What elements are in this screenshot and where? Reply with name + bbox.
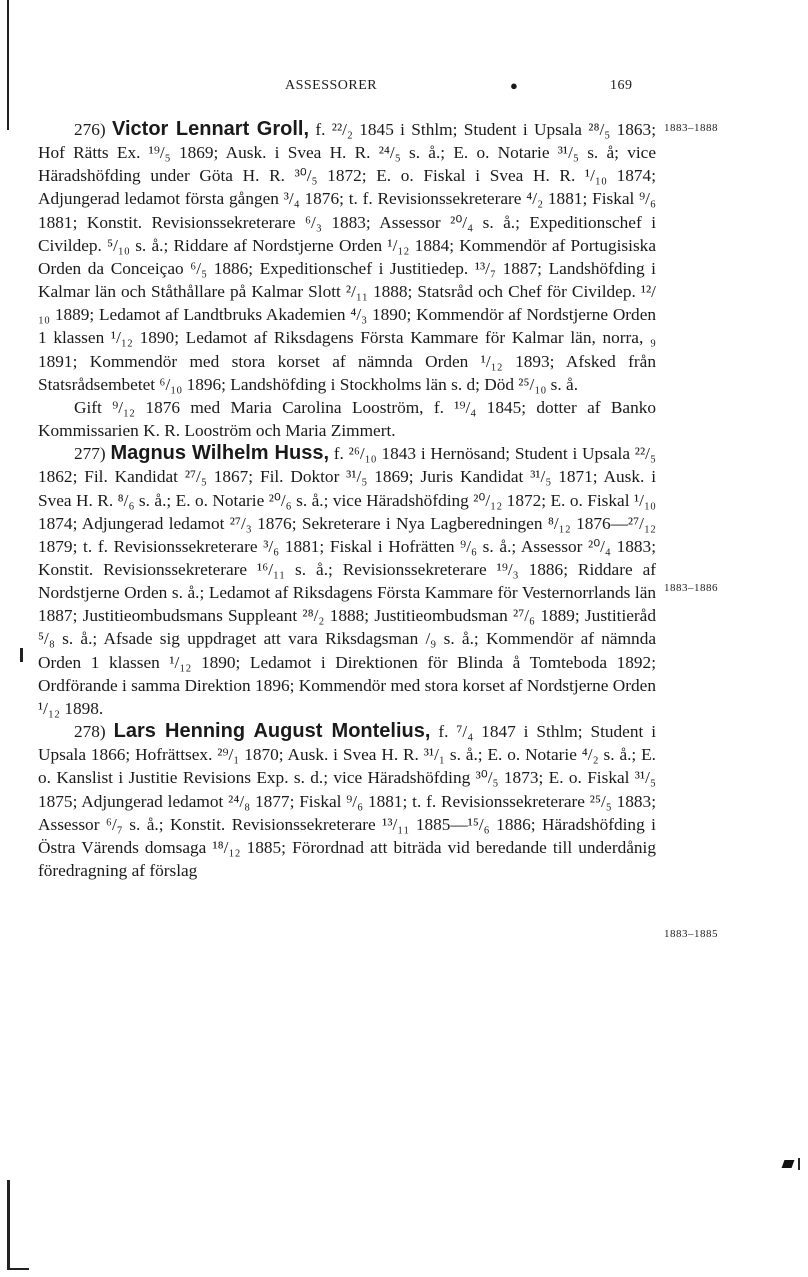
main-text bbox=[38, 118, 656, 882]
entry-body: f. ²²/₂ 1845 i Sthlm; Student i Upsala ²⁸/₅ 1863; Hof Rätts Ex. ¹⁹/₅ 1869; Ausk. i Svea H. R. ²⁴/₅ s. å.; E. o. Notarie ³¹/₅ s. å; vice Häradshöfding under Göta H. R. ³⁰/₅ 1872; E. o. Fiskal i Svea H. R. ¹/₁₀ 1874; Adjungerad ledamot första gången ³/₄ 1876; t. f. Revisionssekreterare ⁴/₂ 1881; Fiskal ⁹/₆ 1881; Konstit. Revisionssekreterare ⁶/₃ 1883; Assessor ²⁰/₄ s. å.; Expeditionschef i Civildep. ⁵/₁₀ s. å.; Riddare af Nordstjerne Orden ¹/₁₂ 1884; Kommendör af Portugisiska Orden da Conceiçao ⁶/₅ 1886; Expeditionschef i Justitiedep. ¹³/₇ 1887; Landshöfding i Kalmar län och Ståthållare på Kalmar Slott ²/₁₁ 1888; Statsråd och Chef för Civildep. ¹²/₁₀ 1889; Ledamot af Landtbruks Akademien ⁴/₃ 1890; Kommendör af Nordstjerne Orden 1 klassen ¹/₁₂ 1890; Ledamot af Riksdagens Första Kammare för Kalmar län, norra, ₉ 1891; Kommendör med stora korset af nämnda Orden ¹/₁₂ 1893; Afsked från Statsrådsembetet ⁶/₁₀ 1896; Landshöfding i Stockholms län s. d; Död ²⁵/₁₀ s. å. bbox=[38, 120, 656, 394]
print-speck bbox=[20, 648, 23, 662]
entry-number: 277) bbox=[74, 444, 106, 464]
page-edge-line bbox=[7, 0, 9, 130]
header-title: ASSESSORER bbox=[285, 78, 378, 93]
margin-note: 1883–1886 bbox=[664, 582, 718, 594]
print-mark bbox=[798, 1158, 800, 1170]
page-number: 169 bbox=[610, 78, 633, 93]
page-edge-line bbox=[7, 1268, 29, 1270]
entry-marriage: Gift ⁹/₁₂ 1876 med Maria Carolina Looström, f. ¹⁹/₄ 1845; dotter af Banko Kommissarien K. R. Looström och Maria Zimmert. bbox=[38, 397, 656, 441]
entry-body: f. ⁷/₄ 1847 i Sthlm; Student i Upsala 1866; Hofrättsex. ²⁹/₁ 1870; Ausk. i Svea H. R. ³¹/₁ s. å.; E. o. Notarie ⁴/₂ s. å.; E. o. Kanslist i Justitie Revisions Exp. s. d.; vice Häradshöfding ³⁰/₅ 1873; E. o. Fiskal ³¹/₅ 1875; Adjungerad ledamot ²⁴/₈ 1877; Fiskal ⁹/₆ 1881; t. f. Revisionssekreterare ²⁵/₅ 1883; Assessor ⁶/₇ s. å.; Konstit. Revisionssekreterare ¹³/₁₁ 1885—¹⁵/₆ 1886; Häradshöfding i Östra Värends domsaga ¹⁸/₁₂ 1885; Förordnad att biträda vid beredande till underdånig föredragning af förslag bbox=[38, 722, 656, 880]
entry-body: f. ²⁶/₁₀ 1843 i Hernösand; Student i Upsala ²²/₅ 1862; Fil. Kandidat ²⁷/₅ 1867; Fil. Doktor ³¹/₅ 1869; Juris Kandidat ³¹/₅ 1871; Ausk. i Svea H. R. ⁸/₆ s. å.; E. o. Notarie ²⁰/₆ s. å.; vice Häradshöfding ²⁰/₁₂ 1872; E. o. Fiskal ¹/₁₀ 1874; Adjungerad ledamot ²⁷/₃ 1876; Sekreterare i Nya Lagberedningen ⁸/₁₂ 1876—²⁷/₁₂ 1879; t. f. Revisionssekreterare ³/₆ 1881; Fiskal i Hofrätten ⁹/₆ s. å.; Assessor ²⁰/₄ 1883; Konstit. Revisionssekreterare ¹⁶/₁₁ s. å.; Revisionssekreterare ¹⁹/₃ 1886; Riddare af Nordstjerne Orden s. å.; Ledamot af Riksdagens Första Kammare för Vesternorrlands län 1887; Justitieombudsmans Suppleant ²⁸/₂ 1888; Justitieombudsman ²⁷/₆ 1889; Justitieråd ⁵/₈ s. å.; Afsade sig uppdraget att vara Riksdagsman /₉ s. å.; Kommendör af nämnda Orden 1 klassen ¹/₁₂ 1890; Ledamot i Direktionen för Blinda å Tomteboda 1892; Ordförande i samma Direktion 1896; Kommendör med stora korset af Nordstjerne Orden ¹/₁₂ 1898. bbox=[38, 444, 656, 718]
person-name: Lars Henning August Montelius, bbox=[113, 720, 431, 743]
entry-277 bbox=[38, 442, 656, 720]
margin-note: 1883–1888 bbox=[664, 122, 718, 134]
person-name: Victor Lennart Groll, bbox=[112, 118, 310, 140]
running-header bbox=[285, 78, 675, 100]
margin-note: 1883–1885 bbox=[664, 928, 718, 940]
entry-276 bbox=[38, 118, 656, 396]
person-name: Magnus Wilhelm Huss, bbox=[110, 442, 330, 465]
entry-278 bbox=[38, 720, 656, 882]
entry-number: 278) bbox=[74, 722, 106, 742]
print-mark bbox=[782, 1160, 795, 1168]
page-edge-line bbox=[7, 1180, 10, 1270]
ornament-icon: ● bbox=[510, 78, 519, 93]
entry-number: 276) bbox=[74, 120, 106, 139]
